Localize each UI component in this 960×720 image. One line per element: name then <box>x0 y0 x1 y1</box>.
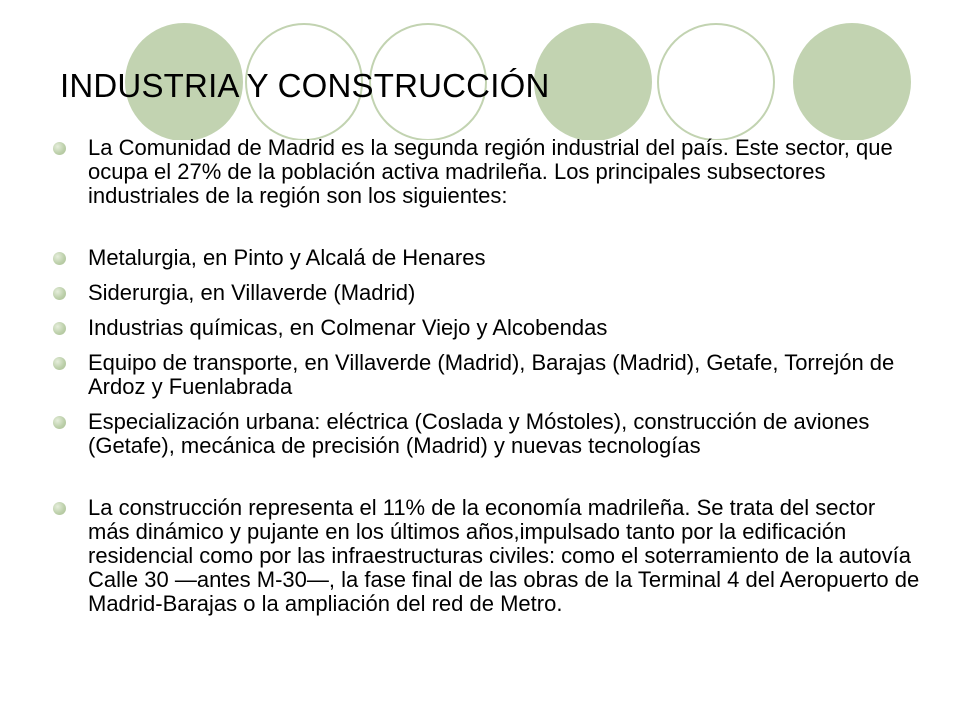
circle-bullet-icon <box>53 322 66 335</box>
list-item-text: La construcción representa el 11% de la economía madrileña. Se trata del sector más dinámico y pujante en los últimos años,impulsado tanto por la edificación residencial como por las infraestructuras civiles: como el soterramiento de la autovía Calle 30 —antes M-30—, la fase final de las obras de la Terminal 4 del Aeropuerto de Madrid-Barajas o la ampliación del red de Metro. <box>88 495 920 616</box>
list-item <box>50 410 920 458</box>
list-item <box>50 136 920 208</box>
filled-circle-3 <box>793 23 911 140</box>
circle-bullet-icon <box>53 357 66 370</box>
list-item-text: Especialización urbana: eléctrica (Coslada y Móstoles), construcción de aviones (Getafe), mecánica de precisión (Madrid) y nuevas tecnologías <box>88 409 870 458</box>
circle-bullet-icon <box>53 142 66 155</box>
filled-circle-2 <box>534 23 652 140</box>
list-item-text: La Comunidad de Madrid es la segunda región industrial del país. Este sector, que ocupa el 27% de la población activa madrileña. Los principales subsectores industriales de la región son los siguientes: <box>88 135 893 208</box>
circle-bullet-icon <box>53 502 66 515</box>
ring-circle-3 <box>658 24 774 140</box>
list-item <box>50 351 920 399</box>
list-item-text: Equipo de transporte, en Villaverde (Madrid), Barajas (Madrid), Getafe, Torrejón de Ardoz y Fuenlabrada <box>88 350 895 399</box>
list-item <box>50 281 920 305</box>
circle-bullet-icon <box>53 287 66 300</box>
list-item-text: Metalurgia, en Pinto y Alcalá de Henares <box>88 245 486 270</box>
list-item <box>50 316 920 340</box>
circle-bullet-icon <box>53 252 66 265</box>
slide-title: INDUSTRIA Y CONSTRUCCIÓN <box>60 67 550 104</box>
list-item-text: Siderurgia, en Villaverde (Madrid) <box>88 280 416 305</box>
list-item-text: Industrias químicas, en Colmenar Viejo y Alcobendas <box>88 315 608 340</box>
list-item <box>50 496 920 616</box>
list-item <box>50 246 920 270</box>
bullet-list <box>50 136 920 616</box>
circle-bullet-icon <box>53 416 66 429</box>
